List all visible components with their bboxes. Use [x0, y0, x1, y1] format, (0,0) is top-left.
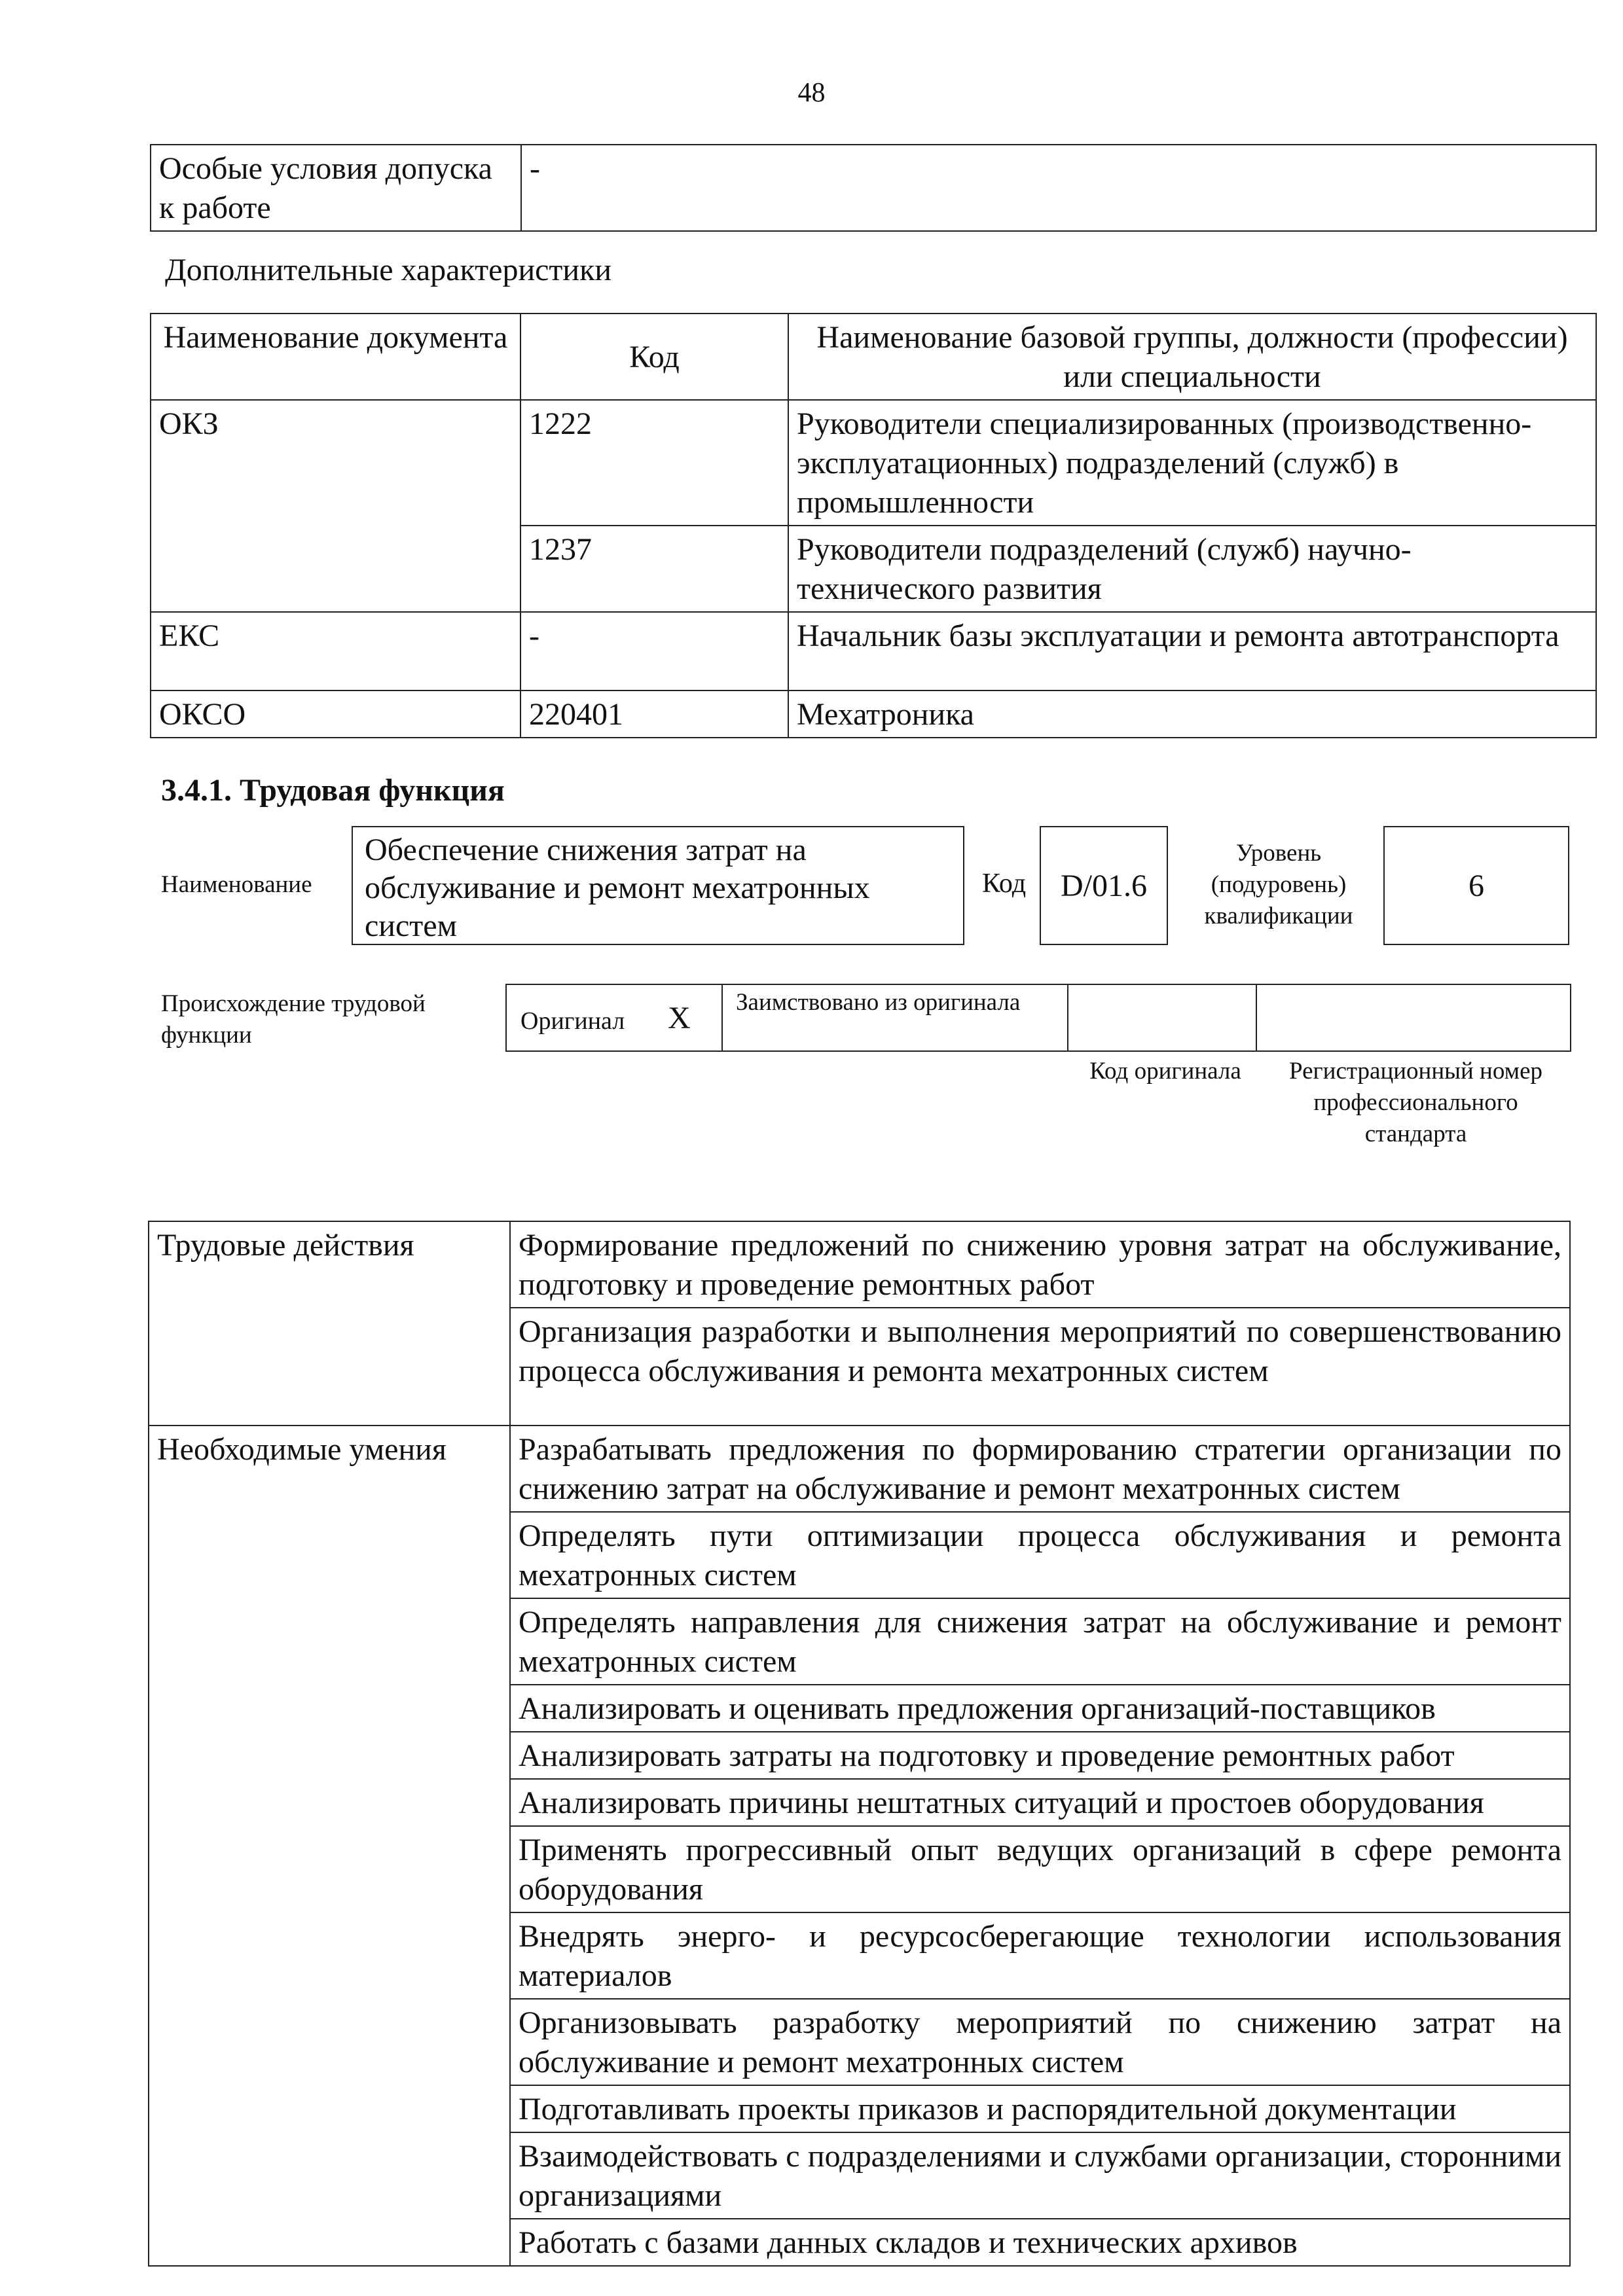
row-doc: ЕКС: [151, 612, 520, 691]
row-code: -: [520, 612, 788, 691]
origin-box: [505, 984, 1571, 1052]
header-name: Наименование базовой группы, должности (профессии) или специальности: [788, 314, 1596, 400]
row-name: Руководители подразделений (служб) научно-технического развития: [788, 526, 1596, 612]
origin-label: Происхождение трудовой функции: [161, 990, 426, 1049]
table-row: [149, 1426, 1570, 1512]
header-code: Код: [520, 314, 788, 400]
row-name: Мехатроника: [788, 691, 1596, 738]
table-row: [151, 145, 1596, 231]
level-box: [1383, 826, 1569, 945]
table-row: [151, 612, 1596, 691]
code-original-caption: Код оригинала: [1089, 1058, 1241, 1085]
function-code-value: D/01.6: [1061, 869, 1147, 903]
name-label: Наименование: [161, 871, 312, 898]
function-code-box: [1040, 826, 1168, 945]
additional-table: [150, 313, 1597, 738]
function-name-value: Обеспечение снижения затрат на обслуживание и ремонт мехатронных систем: [365, 833, 870, 943]
table-header-row: [151, 314, 1596, 400]
row-code: 1237: [520, 526, 788, 612]
level-value: 6: [1468, 869, 1484, 903]
table-row: [149, 1221, 1570, 1308]
code-label: Код: [982, 869, 1027, 899]
reg-number-caption: Регистрационный номер профессионального стандарта: [1288, 1058, 1542, 1147]
section-title: 3.4.1. Трудовая функция: [161, 773, 505, 808]
table-row: [151, 400, 1596, 526]
skill-item: Внедрять энерго- и ресурсосберегающие технологии использования материалов: [510, 1912, 1570, 1999]
skill-item: Применять прогрессивный опыт ведущих организаций в сфере ремонта оборудования: [510, 1826, 1570, 1912]
skill-item: Анализировать причины нештатных ситуаций и простоев оборудования: [510, 1779, 1570, 1826]
row-doc: ОКСО: [151, 691, 520, 738]
additional-title: Дополнительные характеристики: [165, 253, 612, 287]
skill-item: Разрабатывать предложения по формированию стратегии организации по снижению затрат на обслуживание и ремонт мехатронных систем: [510, 1426, 1570, 1512]
origin-divider: [721, 984, 723, 1052]
skills-label: Необходимые умения: [149, 1426, 510, 2266]
function-name-box: [352, 826, 964, 945]
action-item: Организация разработки и выполнения мероприятий по совершенствованию процесса обслуживания и ремонта мехатронных систем: [510, 1308, 1570, 1426]
original-mark: X: [668, 1001, 691, 1035]
table-row: [151, 691, 1596, 738]
special-conditions-label: Особые условия допуска к работе: [151, 145, 521, 231]
row-code: 220401: [520, 691, 788, 738]
skill-item: Подготавливать проекты приказов и распорядительной документации: [510, 2085, 1570, 2132]
origin-divider: [1256, 984, 1257, 1052]
original-label: Оригинал: [520, 1007, 625, 1035]
skill-item: Взаимодействовать с подразделениями и службами организации, сторонними организациями: [510, 2132, 1570, 2219]
special-conditions-value: -: [521, 145, 1596, 231]
main-table: [148, 1221, 1571, 2267]
origin-divider: [1067, 984, 1068, 1052]
row-code: 1222: [520, 400, 788, 526]
skill-item: Анализировать затраты на подготовку и проведение ремонтных работ: [510, 1732, 1570, 1779]
level-label: Уровень (подуровень) квалификации: [1204, 840, 1353, 929]
skill-item: Организовывать разработку мероприятий по снижению затрат на обслуживание и ремонт мехатронных систем: [510, 1999, 1570, 2085]
special-conditions-table: [150, 144, 1597, 232]
row-name: Начальник базы эксплуатации и ремонта автотранспорта: [788, 612, 1596, 691]
action-item: Формирование предложений по снижению уровня затрат на обслуживание, подготовку и проведение ремонтных работ: [510, 1221, 1570, 1308]
skill-item: Работать с базами данных складов и технических архивов: [510, 2219, 1570, 2266]
row-doc: ОКЗ: [151, 400, 520, 612]
skill-item: Анализировать и оценивать предложения организаций-поставщиков: [510, 1685, 1570, 1732]
skill-item: Определять пути оптимизации процесса обслуживания и ремонта мехатронных систем: [510, 1512, 1570, 1598]
skill-item: Определять направления для снижения затрат на обслуживание и ремонт мехатронных систем: [510, 1598, 1570, 1685]
page-number: 48: [797, 78, 826, 108]
header-doc: Наименование документа: [151, 314, 520, 400]
row-name: Руководители специализированных (производственно-эксплуатационных) подразделений (служб) в промышленности: [788, 400, 1596, 526]
borrowed-label: Заимствовано из оригинала: [736, 989, 1021, 1016]
actions-label: Трудовые действия: [149, 1221, 510, 1426]
